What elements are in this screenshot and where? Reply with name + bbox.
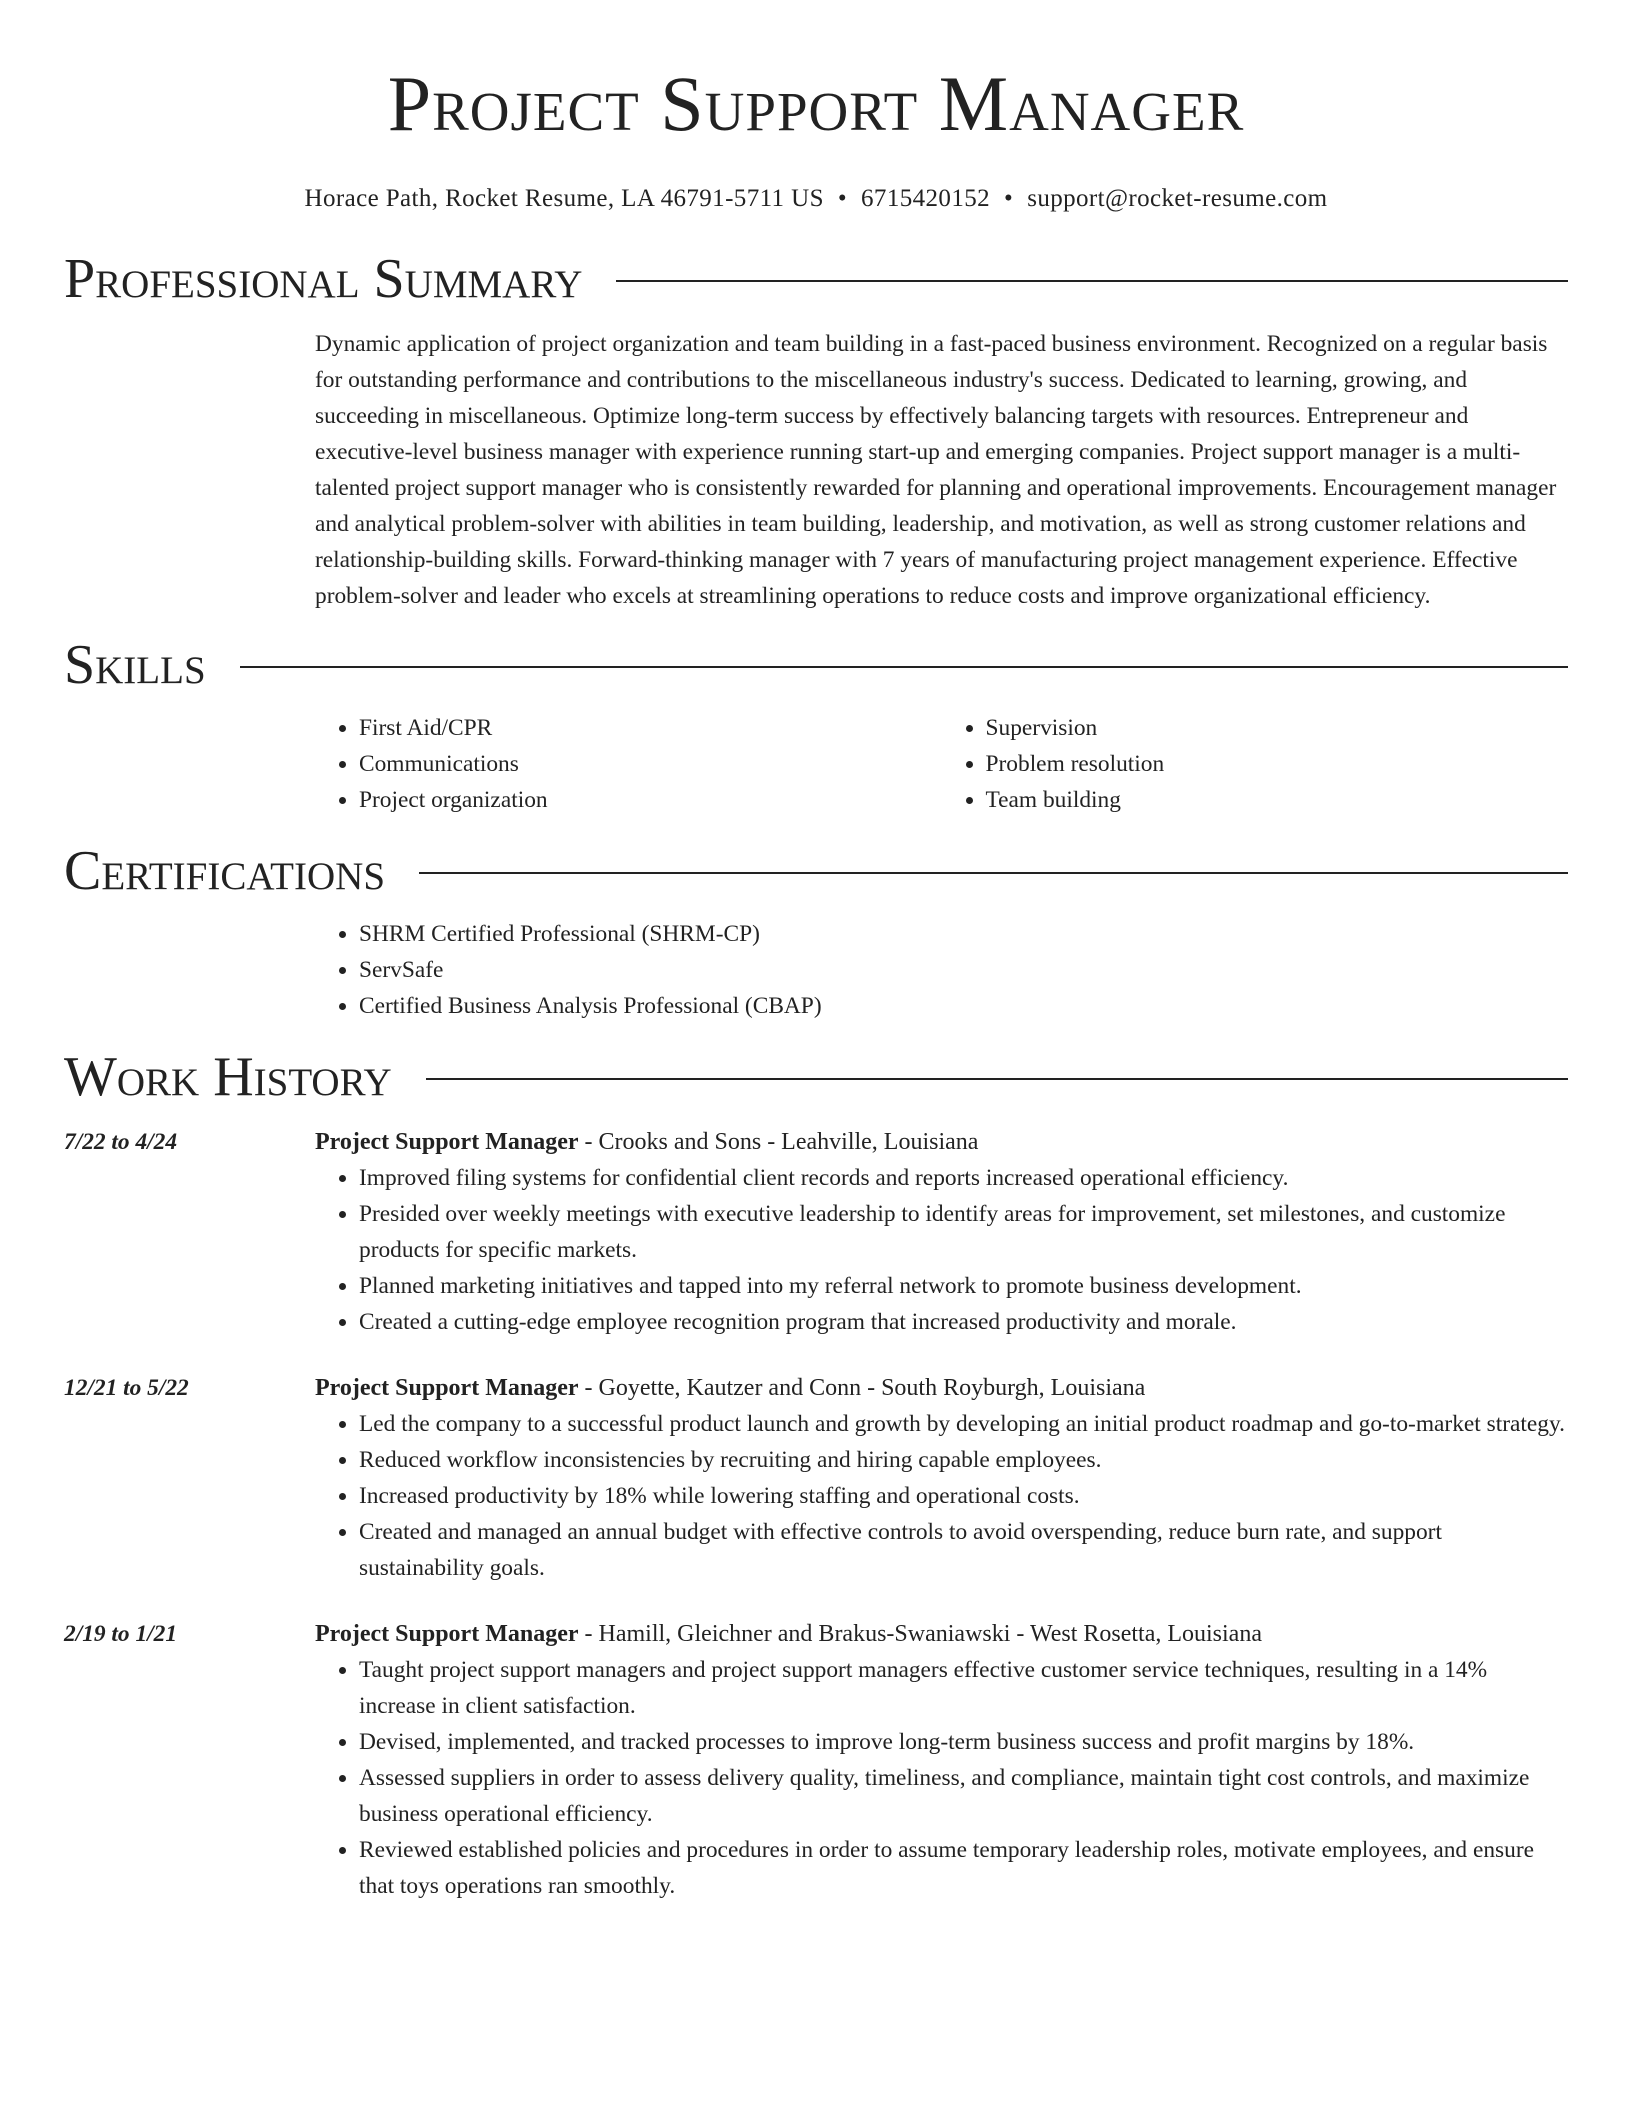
- phone: 6715420152: [861, 185, 991, 212]
- certification-item: • SHRM Certified Professional (SHRM-CP): [359, 916, 1568, 952]
- skills-column-left: [315, 710, 942, 818]
- job-bullets: [315, 1160, 1568, 1340]
- job-bullet: • Reduced workflow inconsistencies by recruiting and hiring capable employees.: [359, 1442, 1568, 1478]
- summary-section-header: [64, 246, 1568, 312]
- skills-section-header: [64, 632, 1568, 698]
- skill-item: • Supervision: [986, 710, 1569, 746]
- job-bullets: [315, 1652, 1568, 1904]
- section-divider: [240, 666, 1568, 668]
- contact-line: [64, 184, 1568, 214]
- section-divider: [426, 1078, 1568, 1080]
- skill-item: • Project organization: [359, 782, 942, 818]
- job-bullets: [315, 1406, 1568, 1586]
- job-details: - Goyette, Kautzer and Conn - South Royburgh, Louisiana: [578, 1375, 1146, 1401]
- skill-item: • Team building: [986, 782, 1569, 818]
- job-bullet: • Taught project support managers and project support managers effective customer service techniques, resulting in a 14% increase in client satisfaction.: [359, 1652, 1568, 1724]
- job-title: Project Support Manager: [315, 1621, 579, 1647]
- work-title: Work History: [64, 1046, 392, 1108]
- job-bullet: • Created and managed an annual budget with effective controls to avoid overspending, reduce burn rate, and support sustainability goals.: [359, 1514, 1568, 1586]
- job-dates: 7/22 to 4/24: [64, 1129, 178, 1155]
- summary-section: [315, 326, 1568, 614]
- job-bullet: • Created a cutting-edge employee recognition program that increased productivity and morale.: [359, 1304, 1568, 1340]
- section-divider: [419, 872, 1568, 874]
- job-title: Project Support Manager: [315, 1375, 579, 1401]
- skills-title: Skills: [64, 634, 206, 696]
- resume-page: [64, 0, 1568, 1904]
- separator-dot: •: [1004, 185, 1014, 212]
- certification-item: • ServSafe: [359, 952, 1568, 988]
- section-divider: [616, 280, 1568, 282]
- job-details: - Crooks and Sons - Leahville, Louisiana: [578, 1129, 979, 1155]
- job-dates: 12/21 to 5/22: [64, 1375, 189, 1401]
- certification-item: • Certified Business Analysis Professional (CBAP): [359, 988, 1568, 1024]
- job-entry: [64, 1616, 1568, 1904]
- job-bullet: • Planned marketing initiatives and tapped into my referral network to promote business development.: [359, 1268, 1568, 1304]
- job-bullet: • Improved filing systems for confidential client records and reports increased operational efficiency.: [359, 1160, 1568, 1196]
- job-entry: [64, 1124, 1568, 1340]
- certifications-list: [315, 916, 1568, 1024]
- skill-item: • First Aid/CPR: [359, 710, 942, 746]
- job-bullet: • Reviewed established policies and procedures in order to assume temporary leadership roles, motivate employees, and ensure that toys operations ran smoothly.: [359, 1832, 1568, 1904]
- job-title: Project Support Manager: [315, 1129, 579, 1155]
- job-details: - Hamill, Gleichner and Brakus-Swaniawski - West Rosetta, Louisiana: [578, 1621, 1262, 1647]
- skills-column-right: [942, 710, 1569, 818]
- address: Horace Path, Rocket Resume, LA 46791-5711 US: [304, 185, 824, 212]
- job-entry: [64, 1370, 1568, 1586]
- candidate-name: Project Support Manager: [387, 60, 1245, 147]
- skill-item: • Problem resolution: [986, 746, 1569, 782]
- email: support@rocket-resume.com: [1027, 185, 1328, 212]
- job-heading: [315, 1616, 1568, 1652]
- job-bullet: • Presided over weekly meetings with executive leadership to identify areas for improvement, set milestones, and customize products for specific markets.: [359, 1196, 1568, 1268]
- skills-list: [315, 710, 1568, 818]
- skill-item: • Communications: [359, 746, 942, 782]
- job-bullet: • Assessed suppliers in order to assess delivery quality, timeliness, and compliance, maintain tight cost controls, and maximize business operational efficiency.: [359, 1760, 1568, 1832]
- job-bullet: • Led the company to a successful product launch and growth by developing an initial product roadmap and go-to-market strategy.: [359, 1406, 1568, 1442]
- job-bullet: • Devised, implemented, and tracked processes to improve long-term business success and profit margins by 18%.: [359, 1724, 1568, 1760]
- job-heading: [315, 1124, 1568, 1160]
- summary-title: Professional Summary: [64, 248, 583, 310]
- work-section-header: [64, 1044, 1568, 1110]
- job-heading: [315, 1370, 1568, 1406]
- certifications-title: Certifications: [64, 840, 386, 902]
- separator-dot: •: [837, 185, 848, 212]
- job-bullet: • Increased productivity by 18% while lowering staffing and operational costs.: [359, 1478, 1568, 1514]
- certifications-section-header: [64, 838, 1568, 904]
- summary-text: Dynamic application of project organization and team building in a fast-paced business environment. Recognized on a regular basis for outstanding performance and contributions to the miscellaneous industry's success. Dedicated to learning, growing, and succeeding in miscellaneous. Optimize long-term success by effectively balancing targets with resources. Entrepreneur and executive-level business manager with experience running start-up and emerging companies. Project support manager is a multi-talented project support manager who is consistently rewarded for planning and operational improvements. Encouragement manager and analytical problem-solver with abilities in team building, leadership, and motivation, as well as strong customer relations and relationship-building skills. Forward-thinking manager with 7 years of manufacturing project management experience. Effective problem-solver and leader who excels at streamlining operations to reduce costs and improve organizational efficiency.: [315, 331, 1557, 609]
- job-dates: 2/19 to 1/21: [64, 1621, 178, 1647]
